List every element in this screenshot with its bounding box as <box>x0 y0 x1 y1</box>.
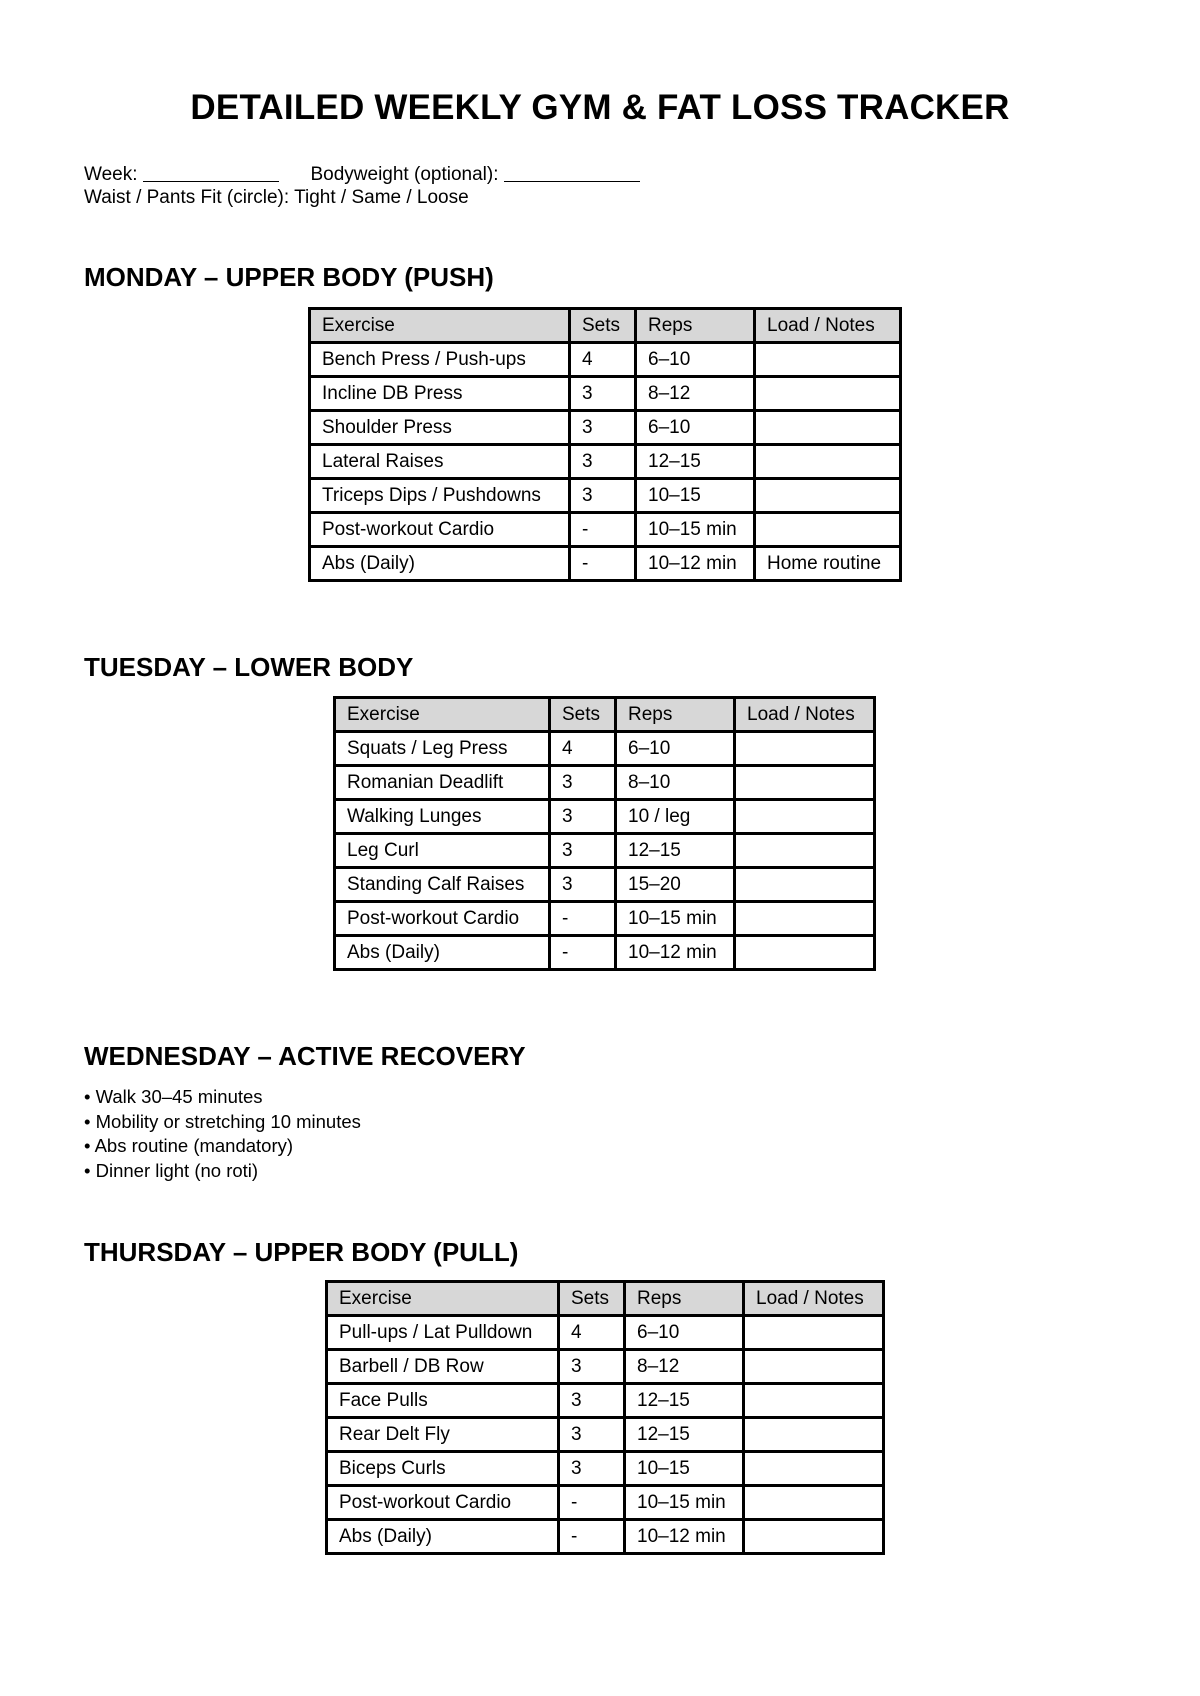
cell-reps: 10–15 <box>625 1452 744 1486</box>
cell-reps: 6–10 <box>636 411 755 445</box>
cell-exercise: Romanian Deadlift <box>335 766 550 800</box>
cell-reps: 15–20 <box>616 868 735 902</box>
cell-reps: 10–15 min <box>625 1486 744 1520</box>
cell-sets: - <box>550 936 616 970</box>
col-header-exercise: Exercise <box>327 1282 559 1316</box>
table-row <box>327 1316 884 1350</box>
cell-reps: 6–10 <box>616 732 735 766</box>
tuesday-rows <box>335 732 875 970</box>
cell-sets: 4 <box>570 343 636 377</box>
cell-reps: 6–10 <box>636 343 755 377</box>
waist-line: Waist / Pants Fit (circle): Tight / Same / Loose <box>84 187 469 208</box>
table-row <box>335 732 875 766</box>
tuesday-heading: TUESDAY – LOWER BODY <box>84 652 414 682</box>
cell-notes[interactable] <box>744 1350 884 1384</box>
table-row <box>335 834 875 868</box>
cell-notes[interactable] <box>755 479 901 513</box>
cell-exercise: Barbell / DB Row <box>327 1350 559 1384</box>
cell-notes[interactable] <box>735 834 875 868</box>
monday-rows <box>310 343 901 581</box>
cell-notes[interactable] <box>735 902 875 936</box>
table-row <box>327 1418 884 1452</box>
cell-exercise: Squats / Leg Press <box>335 732 550 766</box>
cell-notes[interactable] <box>735 766 875 800</box>
cell-notes[interactable] <box>744 1418 884 1452</box>
table-row <box>335 868 875 902</box>
cell-reps: 10–12 min <box>636 547 755 581</box>
cell-exercise: Incline DB Press <box>310 377 570 411</box>
table-row <box>310 479 901 513</box>
cell-reps: 10–15 <box>636 479 755 513</box>
cell-reps: 12–15 <box>616 834 735 868</box>
tuesday-table <box>333 696 876 971</box>
cell-reps: 12–15 <box>625 1418 744 1452</box>
cell-exercise: Abs (Daily) <box>327 1520 559 1554</box>
cell-sets: - <box>570 513 636 547</box>
cell-notes[interactable] <box>744 1520 884 1554</box>
cell-sets: 3 <box>559 1350 625 1384</box>
cell-reps: 10–12 min <box>625 1520 744 1554</box>
bodyweight-field[interactable] <box>504 163 640 182</box>
recovery-list <box>84 1085 361 1183</box>
cell-reps: 10–15 min <box>636 513 755 547</box>
table-header-row <box>327 1282 884 1316</box>
cell-sets: 3 <box>550 834 616 868</box>
cell-exercise: Rear Delt Fly <box>327 1418 559 1452</box>
table-row <box>335 766 875 800</box>
header-line-week <box>84 163 640 186</box>
cell-reps: 6–10 <box>625 1316 744 1350</box>
table-row <box>310 377 901 411</box>
table-row <box>310 343 901 377</box>
list-item: • Mobility or stretching 10 minutes <box>84 1110 361 1132</box>
cell-sets: 3 <box>570 479 636 513</box>
cell-exercise: Abs (Daily) <box>310 547 570 581</box>
cell-exercise: Biceps Curls <box>327 1452 559 1486</box>
cell-exercise: Shoulder Press <box>310 411 570 445</box>
cell-exercise: Post-workout Cardio <box>310 513 570 547</box>
cell-reps: 12–15 <box>625 1384 744 1418</box>
cell-exercise: Post-workout Cardio <box>335 902 550 936</box>
col-header-exercise: Exercise <box>310 309 570 343</box>
table-row <box>335 800 875 834</box>
cell-sets: 3 <box>559 1384 625 1418</box>
cell-reps: 12–15 <box>636 445 755 479</box>
col-header-sets: Sets <box>570 309 636 343</box>
list-item: • Abs routine (mandatory) <box>84 1135 294 1156</box>
week-label: Week: <box>84 164 138 185</box>
cell-sets: - <box>559 1520 625 1554</box>
cell-sets: 3 <box>550 800 616 834</box>
wednesday-heading: WEDNESDAY – ACTIVE RECOVERY <box>84 1041 526 1071</box>
table-row <box>335 936 875 970</box>
thursday-heading: THURSDAY – UPPER BODY (PULL) <box>84 1237 519 1267</box>
table-row <box>327 1452 884 1486</box>
week-field[interactable] <box>143 163 279 182</box>
cell-sets: - <box>550 902 616 936</box>
col-header-notes: Load / Notes <box>755 309 901 343</box>
cell-reps: 10–12 min <box>616 936 735 970</box>
cell-notes[interactable] <box>744 1486 884 1520</box>
cell-exercise: Pull-ups / Lat Pulldown <box>327 1316 559 1350</box>
table-row <box>310 547 901 581</box>
cell-exercise: Leg Curl <box>335 834 550 868</box>
table-row <box>310 411 901 445</box>
table-row <box>310 445 901 479</box>
cell-notes[interactable] <box>755 513 901 547</box>
cell-exercise: Triceps Dips / Pushdowns <box>310 479 570 513</box>
cell-reps: 8–10 <box>616 766 735 800</box>
cell-reps: 8–12 <box>625 1350 744 1384</box>
cell-exercise: Walking Lunges <box>335 800 550 834</box>
table-header-row <box>310 309 901 343</box>
table-row <box>310 513 901 547</box>
cell-reps: 10 / leg <box>616 800 735 834</box>
page-title: DETAILED WEEKLY GYM & FAT LOSS TRACKER <box>190 88 1010 127</box>
list-item: • Walk 30–45 minutes <box>84 1086 263 1107</box>
thursday-table <box>325 1280 885 1555</box>
cell-sets: 3 <box>570 411 636 445</box>
list-item: • Dinner light (no roti) <box>84 1159 259 1181</box>
cell-exercise: Post-workout Cardio <box>327 1486 559 1520</box>
cell-notes[interactable] <box>735 732 875 766</box>
cell-sets: 3 <box>550 868 616 902</box>
table-row <box>327 1486 884 1520</box>
cell-sets: - <box>559 1486 625 1520</box>
col-header-sets: Sets <box>559 1282 625 1316</box>
cell-sets: 3 <box>550 766 616 800</box>
cell-notes[interactable] <box>735 800 875 834</box>
monday-heading: MONDAY – UPPER BODY (PUSH) <box>84 262 494 292</box>
table-row <box>327 1350 884 1384</box>
cell-exercise: Bench Press / Push-ups <box>310 343 570 377</box>
cell-notes[interactable] <box>744 1452 884 1486</box>
cell-notes[interactable] <box>744 1316 884 1350</box>
col-header-notes: Load / Notes <box>735 698 875 732</box>
cell-notes[interactable] <box>755 377 901 411</box>
cell-sets: - <box>570 547 636 581</box>
col-header-reps: Reps <box>636 309 755 343</box>
cell-exercise: Lateral Raises <box>310 445 570 479</box>
cell-notes[interactable] <box>744 1384 884 1418</box>
cell-exercise: Face Pulls <box>327 1384 559 1418</box>
col-header-reps: Reps <box>616 698 735 732</box>
table-row <box>327 1520 884 1554</box>
cell-sets: 3 <box>570 377 636 411</box>
cell-notes[interactable]: Home routine <box>755 547 901 581</box>
cell-sets: 4 <box>559 1316 625 1350</box>
col-header-reps: Reps <box>625 1282 744 1316</box>
cell-sets: 3 <box>570 445 636 479</box>
table-row <box>327 1384 884 1418</box>
col-header-sets: Sets <box>550 698 616 732</box>
table-row <box>335 902 875 936</box>
cell-notes[interactable] <box>755 411 901 445</box>
cell-notes[interactable] <box>755 343 901 377</box>
table-header-row <box>335 698 875 732</box>
cell-reps: 8–12 <box>636 377 755 411</box>
col-header-notes: Load / Notes <box>744 1282 884 1316</box>
cell-notes[interactable] <box>735 868 875 902</box>
cell-exercise: Abs (Daily) <box>335 936 550 970</box>
cell-sets: 3 <box>559 1452 625 1486</box>
thursday-rows <box>327 1316 884 1554</box>
monday-table <box>308 307 902 582</box>
cell-sets: 3 <box>559 1418 625 1452</box>
col-header-exercise: Exercise <box>335 698 550 732</box>
cell-reps: 10–15 min <box>616 902 735 936</box>
cell-notes[interactable] <box>755 445 901 479</box>
cell-notes[interactable] <box>735 936 875 970</box>
cell-exercise: Standing Calf Raises <box>335 868 550 902</box>
cell-sets: 4 <box>550 732 616 766</box>
bodyweight-label: Bodyweight (optional): <box>310 164 499 185</box>
